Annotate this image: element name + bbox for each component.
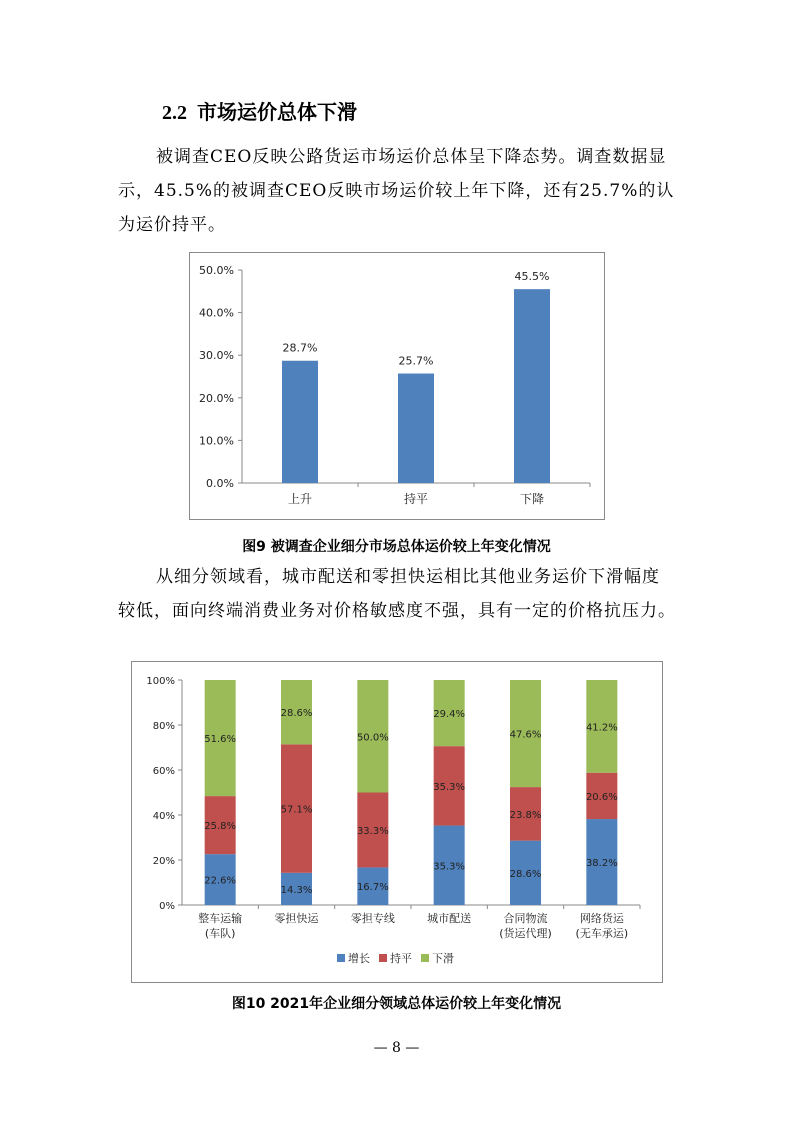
legend-label-下滑: 下滑: [432, 952, 454, 965]
segment-label: 47.6%: [509, 729, 542, 741]
y-tick-label: 20.0%: [199, 391, 234, 405]
legend-swatch-下滑: [421, 954, 429, 962]
x-tick-label: 持平: [403, 492, 429, 506]
y-tick-label: 50.0%: [199, 264, 234, 277]
segment-label: 41.2%: [585, 722, 618, 734]
segment-label: 25.8%: [204, 821, 237, 833]
x-tick-label: 零担快运: [274, 912, 319, 925]
segment-label: 20.6%: [585, 791, 618, 803]
legend-label-增长: 增长: [348, 952, 370, 965]
paragraph-1: [118, 140, 676, 242]
segment-label: 35.3%: [433, 781, 466, 793]
figure-10-svg: [132, 662, 662, 982]
x-tick-label: 整车运输: [198, 912, 243, 925]
y-tick-label: 40.0%: [199, 306, 234, 320]
legend-label-持平: 持平: [390, 952, 412, 965]
legend-swatch-增长: [337, 954, 345, 962]
y-tick-label: 0.0%: [206, 477, 234, 490]
figure-9-caption: 图9 被调查企业细分市场总体运价较上年变化情况: [242, 539, 551, 555]
segment-label: 28.6%: [280, 708, 313, 720]
x-tick-label: (货运代理): [499, 927, 552, 940]
bar: [282, 361, 318, 483]
y-tick-label: 20%: [152, 856, 175, 867]
y-tick-label: 10.0%: [199, 434, 234, 448]
y-tick-label: 0%: [159, 901, 175, 912]
figure-10-caption: 图10 2021年企业细分领域总体运价较上年变化情况: [231, 996, 562, 1012]
segment-label: 50.0%: [356, 732, 389, 744]
segment-label: 23.8%: [509, 809, 542, 821]
segment-label: 29.4%: [433, 709, 466, 721]
bar: [398, 374, 434, 483]
figure-9-chart: [189, 252, 605, 520]
data-label: 25.7%: [398, 354, 434, 368]
segment-label: 38.2%: [585, 858, 618, 870]
section-title: 市场运价总体下滑: [197, 100, 357, 124]
bar: [514, 289, 550, 483]
paragraph-2-text: 从细分领域看，城市配送和零担快运相比其他业务运价下滑幅度较低，面向终端消费业务对价格敏感度不强，具有一定的价格抗压力。: [118, 567, 676, 621]
figure-10-chart: [131, 661, 663, 983]
segment-label: 16.7%: [356, 882, 389, 894]
y-tick-label: 40%: [152, 811, 175, 822]
figure-9-svg: [190, 253, 604, 519]
x-tick-label: (无车承运): [575, 927, 629, 940]
x-tick-label: 下降: [519, 492, 545, 506]
x-tick-label: (车队): [204, 927, 236, 940]
section-heading: [162, 96, 357, 125]
x-tick-label: 合同物流: [503, 912, 548, 925]
x-tick-label: 上升: [287, 492, 313, 506]
data-label: 28.7%: [282, 341, 318, 355]
y-tick-label: 60%: [152, 766, 175, 777]
segment-label: 57.1%: [280, 804, 313, 816]
legend-swatch-持平: [379, 954, 387, 962]
segment-label: 35.3%: [433, 861, 466, 873]
data-label: 45.5%: [514, 270, 550, 284]
page-number: — 8 —: [373, 1040, 420, 1056]
paragraph-2: [118, 560, 676, 628]
y-tick-label: 100%: [146, 676, 175, 687]
y-tick-label: 30.0%: [199, 349, 234, 363]
section-number: 2.2: [162, 102, 187, 124]
segment-label: 28.6%: [509, 868, 542, 880]
y-tick-label: 80%: [152, 721, 175, 732]
segment-label: 22.6%: [204, 875, 237, 887]
paragraph-1-text: 被调查CEO反映公路货运市场运价总体呈下降态势。调查数据显示，45.5%的被调查CEO反映市场运价较上年下降，还有25.7%的认为运价持平。: [118, 147, 675, 235]
segment-label: 33.3%: [356, 825, 389, 837]
segment-label: 14.3%: [280, 884, 313, 896]
x-tick-label: 城市配送: [427, 912, 472, 925]
x-tick-label: 网络货运: [579, 912, 624, 925]
x-tick-label: 零担专线: [350, 912, 395, 925]
segment-label: 51.6%: [204, 734, 237, 746]
